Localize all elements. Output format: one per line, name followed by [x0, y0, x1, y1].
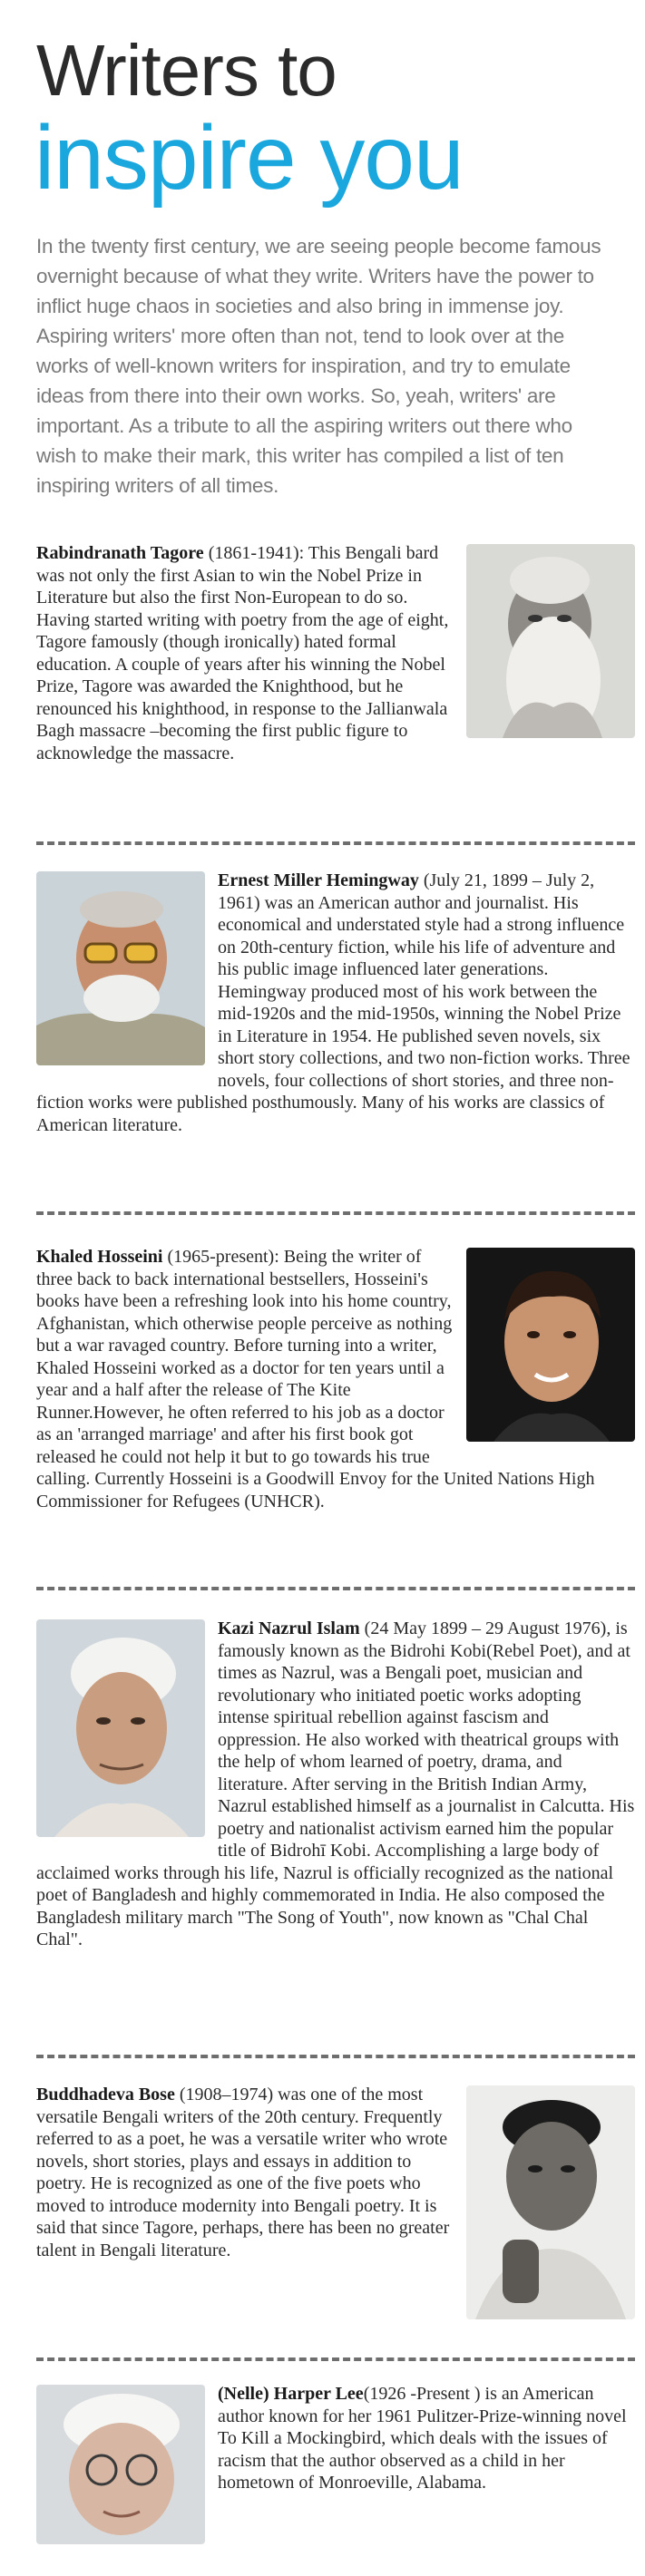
writer-dates: (1908–1974): [174, 2085, 274, 2105]
nazrul-portrait: [36, 1619, 205, 1837]
hosseini-portrait: [466, 1248, 635, 1442]
writer-name: Kazi Nazrul Islam: [218, 1619, 360, 1638]
writer-entry-nazrul: [36, 1618, 635, 1951]
writer-bio: was an American author and journalist. His economical and understated style had a strong influence on 20th-century fiction, while his life of adventure and his public image influenced later generations. Hemingway produced most of his work between the mid-1920s and the mid-1950s, winning the Nobel Prize in Literature in 1954. He published seven novels, six short story collections, and two non-fiction works. Three novels, four collections of short stories, and three non-fiction works were published posthumously. Many of his works are classics of American literature.: [36, 892, 630, 1135]
writer-dates: (1861-1941): [203, 543, 299, 563]
bose-portrait: [466, 2085, 635, 2319]
title-line-1: Writers to: [36, 30, 337, 111]
divider: [36, 2357, 635, 2361]
writer-name: Buddhadeva Bose: [36, 2085, 175, 2105]
writer-name: Ernest Miller Hemingway: [218, 870, 419, 890]
writer-entry-bose: [36, 2084, 635, 2325]
title-line-2: inspire you: [34, 107, 464, 209]
harper-lee-portrait: [36, 2385, 205, 2544]
writer-name: (Nelle) Harper Lee: [218, 2384, 364, 2404]
divider: [36, 2055, 635, 2058]
writer-bio: was one of the most versatile Bengali writers of the 20th century. Frequently referred to as a poet, he was a versatile writer who wrote novels, short stories, plays and essays in addition to poetry. He is recognized as one of the five poets who moved to introduce modernity into Bengali poetry. It is said that since Tagore, perhaps, there has been no greater talent in Bengali literature.: [36, 2085, 450, 2260]
divider: [36, 1211, 635, 1215]
writer-entry-hosseini: [36, 1246, 635, 1512]
intro-paragraph: In the twenty first century, we are seeing people become famous overnight because of what they write. Writers have the power to inflict huge chaos in societies and also bring in immense joy. Aspiring writers' more often than not, tend to look over at the works of well-known writers for inspiration, and try to emulate ideas from there into their own works. So, yeah, writers' are important. As a tribute to all the aspiring writers out there who wish to make their mark, this writer has compiled a list of ten inspiring writers of all times.: [36, 235, 601, 497]
divider: [36, 841, 635, 845]
writer-entry-harper-lee: [36, 2383, 635, 2550]
writer-dates: (1965-present): [162, 1247, 275, 1267]
tagore-portrait: [466, 544, 635, 738]
writer-entry-hemingway: [36, 870, 635, 1136]
writer-bio: : Being the writer of three back to back international bestsellers, Hosseini's books have been a refreshing look into his home country, Afghanistan, which otherwise people perceive as nothing but a war ravaged country. Before turning into a writer, Khaled Hosseini worked as a doctor for ten years until a year and a half after the release of The Kite Runner.However, he often referred to his job as a doctor as an 'arranged marriage' and after his first book got released he could not help it but to go towards his true calling. Currently Hosseini is a Goodwill Envoy for the United Nations High Commissioner for Refugees (UNHCR).: [36, 1247, 595, 1512]
writer-dates: (1926 -Present ): [363, 2384, 481, 2404]
hemingway-portrait: [36, 871, 205, 1065]
writer-name: Rabindranath Tagore: [36, 543, 204, 563]
writer-bio: : This Bengali bard was not only the first Asian to win the Nobel Prize in Literature but also the first Non-European to do so. Having started writing with poetry from the age of eight, Tagore famously (though ironically) hated formal education. A couple of years after his winning the Nobel Prize, Tagore was awarded the Knighthood, but he renounced his knighthood, in response to the Jallianwala Bagh massacre –becoming the first public figure to acknowledge the massacre.: [36, 543, 449, 763]
writer-bio: , is famously known as the Bidrohi Kobi(Rebel Poet), and at times as Nazrul, was a Bengali poet, musician and revolutionary who initiated poetic works adopting intense spiritual rebellion against fascism and oppression. He also worked with theatrical groups with the help of whom learned of poetry, drama, and literature. After serving in the British Indian Army, Nazrul established himself as a journalist in Calcutta. His poetry and nationalist activism earned him the popular title of Bidrohī Kobi. Accomplishing a large body of acclaimed works through his life, Nazrul is officially recognized as the national poet of Bangladesh and highly commemorated in India. He also composed the Bangladesh military march "The Song of Youth", now known as "Chal Chal Chal".: [36, 1619, 635, 1949]
writer-name: Khaled Hosseini: [36, 1247, 163, 1267]
writer-dates: (24 May 1899 – 29 August 1976): [359, 1619, 607, 1638]
writer-entry-tagore: [36, 542, 635, 764]
divider: [36, 1587, 635, 1590]
writer-dates: (July 21, 1899 – July 2, 1961): [218, 870, 595, 913]
writer-bio: is an American author known for her 1961 Pulitzer-Prize-winning novel To Kill a Mockingbird, which deals with the issues of racism that the author observed as a child in her hometown of Monroeville, Alabama.: [218, 2384, 627, 2493]
